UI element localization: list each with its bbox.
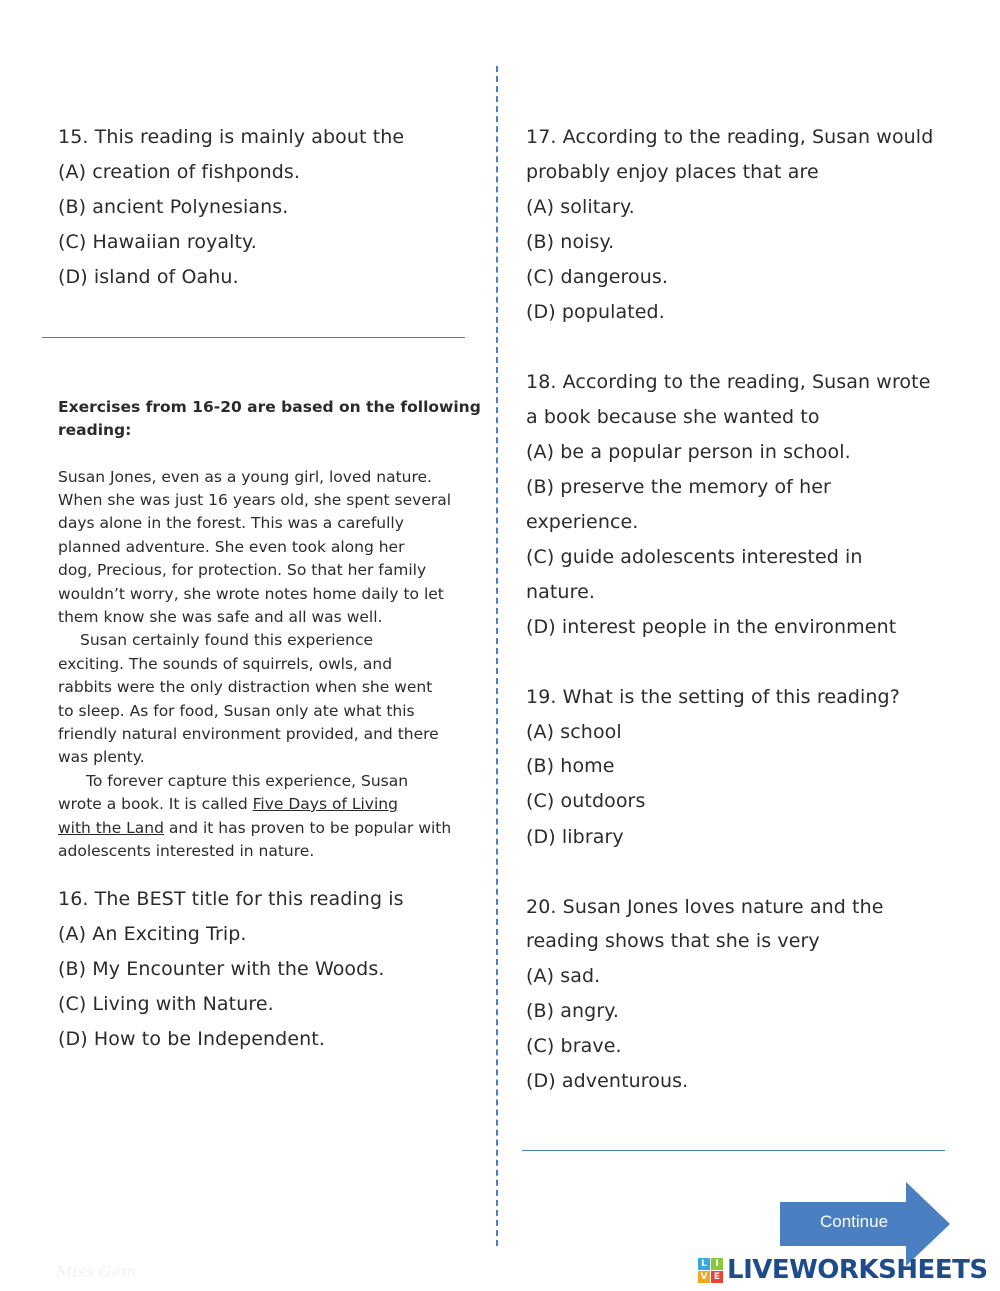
question-17-option-c[interactable]: (C) dangerous.	[526, 266, 669, 288]
question-19-option-b[interactable]: (B) home	[526, 755, 615, 777]
reading-line: rabbits were the only distraction when she went	[58, 678, 433, 696]
divider-right	[522, 1150, 945, 1151]
watermark: Miss Gem	[56, 1262, 137, 1281]
reading-line-suffix: and it has proven to be popular with	[163, 819, 452, 837]
question-17-stem-line-2: probably enjoy places that are	[526, 161, 819, 183]
question-20-stem: 20. Susan Jones loves nature and the	[526, 896, 884, 918]
liveworksheets-logo-icon	[698, 1258, 723, 1283]
reading-line: Susan certainly found this experience	[80, 631, 374, 649]
reading-line: was plenty.	[58, 748, 145, 766]
logo-letter: I	[711, 1258, 723, 1270]
question-15-option-a[interactable]: (A) creation of fishponds.	[58, 161, 301, 183]
question-16-option-c[interactable]: (C) Living with Nature.	[58, 993, 274, 1015]
logo-letter: E	[711, 1271, 723, 1283]
question-20-option-b[interactable]: (B) angry.	[526, 1000, 620, 1022]
question-20-option-a[interactable]: (A) sad.	[526, 965, 601, 987]
brand-name: LIVEWORKSHEETS	[727, 1255, 988, 1285]
book-title-part-2: with the Land	[58, 819, 164, 837]
question-18-option-c[interactable]: (C) guide adolescents interested in	[526, 546, 863, 568]
question-15-option-b[interactable]: (B) ancient Polynesians.	[58, 196, 289, 218]
question-15-stem: 15. This reading is mainly about the	[58, 126, 405, 148]
question-19-option-d[interactable]: (D) library	[526, 826, 624, 848]
question-15-option-d[interactable]: (D) island of Oahu.	[58, 266, 239, 288]
question-20-option-d[interactable]: (D) adventurous.	[526, 1070, 689, 1092]
reading-line: them know she was safe and all was well.	[58, 608, 383, 626]
question-20-option-c[interactable]: (C) brave.	[526, 1035, 622, 1057]
reading-line: When she was just 16 years old, she spent several	[58, 491, 452, 509]
reading-line: planned adventure. She even took along her	[58, 538, 405, 556]
reading-line: wouldn’t worry, she wrote notes home daily to let	[58, 585, 444, 603]
reading-heading-line-2: reading:	[58, 421, 132, 439]
question-16-stem: 16. The BEST title for this reading is	[58, 888, 404, 910]
reading-line: adolescents interested in nature.	[58, 842, 315, 860]
question-18-option-d[interactable]: (D) interest people in the environment	[526, 616, 897, 638]
question-17-option-a[interactable]: (A) solitary.	[526, 196, 635, 218]
reading-line: to sleep. As for food, Susan only ate what this	[58, 702, 415, 720]
reading-line: days alone in the forest. This was a carefully	[58, 514, 404, 532]
question-16-option-b[interactable]: (B) My Encounter with the Woods.	[58, 958, 385, 980]
reading-line	[58, 795, 398, 813]
question-18-stem-line-2: a book because she wanted to	[526, 406, 820, 428]
logo-letter: V	[698, 1271, 710, 1283]
question-16-option-d[interactable]: (D) How to be Independent.	[58, 1028, 325, 1050]
logo-letter: L	[698, 1258, 710, 1270]
reading-line: dog, Precious, for protection. So that her family	[58, 561, 427, 579]
question-19-option-c[interactable]: (C) outdoors	[526, 790, 646, 812]
question-18-option-c-cont[interactable]: nature.	[526, 581, 595, 603]
continue-button[interactable]	[780, 1182, 952, 1266]
question-19-stem: 19. What is the setting of this reading?	[526, 686, 900, 708]
continue-label: Continue	[819, 1212, 889, 1231]
reading-line: Susan Jones, even as a young girl, loved nature.	[58, 468, 432, 486]
liveworksheets-brand[interactable]	[698, 1255, 988, 1285]
question-17-stem: 17. According to the reading, Susan would	[526, 126, 934, 148]
question-17-option-b[interactable]: (B) noisy.	[526, 231, 615, 253]
reading-line: friendly natural environment provided, and there	[58, 725, 439, 743]
question-20-stem-line-2: reading shows that she is very	[526, 930, 820, 952]
reading-heading-line-1: Exercises from 16-20 are based on the following	[58, 398, 481, 416]
question-18-option-b[interactable]: (B) preserve the memory of her	[526, 476, 831, 498]
question-18-option-b-cont[interactable]: experience.	[526, 511, 639, 533]
question-18-stem: 18. According to the reading, Susan wrote	[526, 371, 931, 393]
reading-line	[58, 819, 451, 837]
question-16-option-a[interactable]: (A) An Exciting Trip.	[58, 923, 247, 945]
book-title-part-1: Five Days of Living	[252, 795, 398, 813]
divider-left	[42, 337, 465, 338]
column-divider	[496, 66, 498, 1246]
question-19-option-a[interactable]: (A) school	[526, 721, 622, 743]
reading-line: To forever capture this experience, Susan	[86, 772, 409, 790]
reading-line: exciting. The sounds of squirrels, owls, and	[58, 655, 393, 673]
question-17-option-d[interactable]: (D) populated.	[526, 301, 665, 323]
question-18-option-a[interactable]: (A) be a popular person in school.	[526, 441, 851, 463]
question-15-option-c[interactable]: (C) Hawaiian royalty.	[58, 231, 257, 253]
reading-line-prefix: wrote a book. It is called	[58, 795, 253, 813]
